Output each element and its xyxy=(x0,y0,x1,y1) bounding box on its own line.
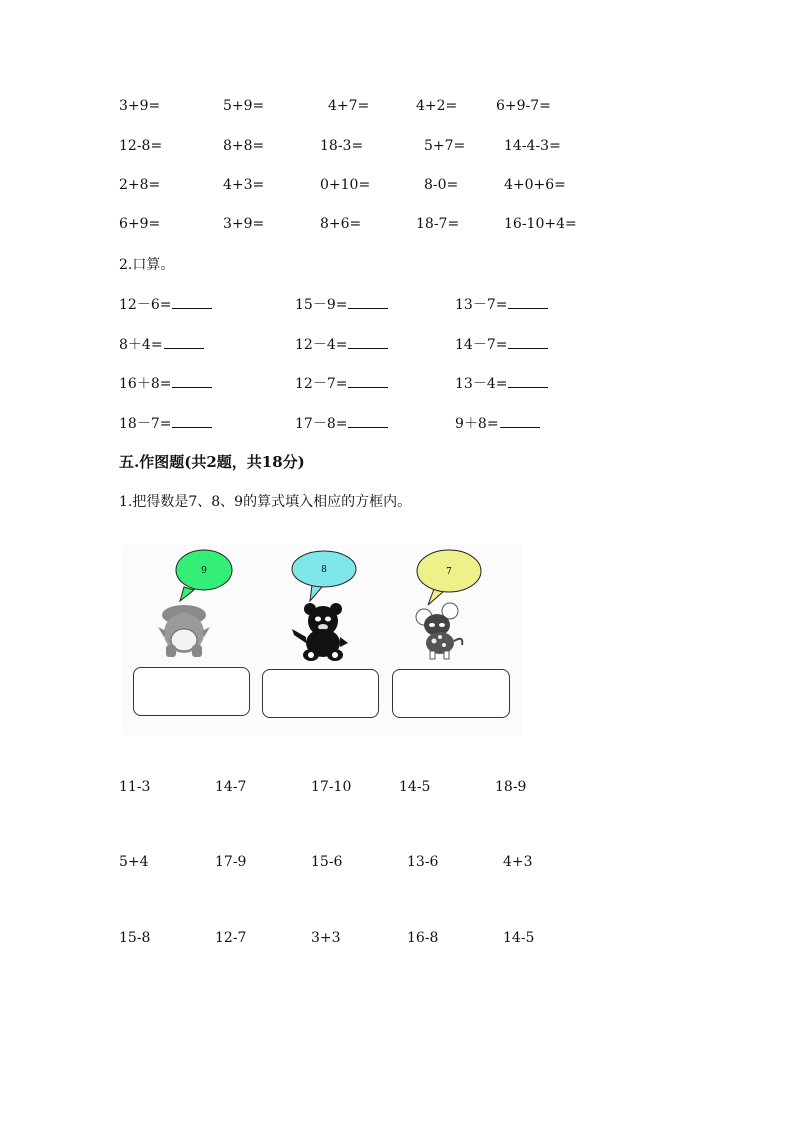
blank-problem xyxy=(295,296,388,313)
answer-blank[interactable] xyxy=(172,296,212,309)
blank-problem xyxy=(119,375,212,392)
bubble-tail xyxy=(180,587,194,601)
expression[interactable]: 14-5 xyxy=(503,930,535,946)
problem-text: 12－6= xyxy=(119,297,172,313)
blank-problem xyxy=(295,336,388,353)
problem: 8+6= xyxy=(320,216,362,232)
problem-text: 16＋8= xyxy=(119,376,172,392)
answer-box-8[interactable] xyxy=(262,669,379,718)
problem: 5+7= xyxy=(424,138,466,154)
black-bear-icon xyxy=(292,603,348,661)
answer-blank[interactable] xyxy=(508,375,548,388)
answer-blank[interactable] xyxy=(172,375,212,388)
problem: 18-3= xyxy=(320,138,364,154)
expression[interactable]: 18-9 xyxy=(495,779,527,795)
answer-blank[interactable] xyxy=(508,296,548,309)
problem: 16-10+4= xyxy=(504,216,577,232)
animals-figure xyxy=(122,545,522,735)
problem: 6+9-7= xyxy=(496,98,551,114)
spotted-mouse-icon xyxy=(416,603,462,659)
blank-problem xyxy=(119,415,212,432)
expression[interactable]: 5+4 xyxy=(119,854,149,870)
problem: 4+0+6= xyxy=(504,177,566,193)
problem: 14-4-3= xyxy=(504,138,561,154)
expression[interactable]: 15-6 xyxy=(311,854,343,870)
problem: 4+2= xyxy=(416,98,458,114)
blank-problem xyxy=(455,375,548,392)
q2-title: 2.口算。 xyxy=(119,257,175,273)
expression[interactable]: 14-7 xyxy=(215,779,247,795)
answer-blank[interactable] xyxy=(172,415,212,428)
question-text: 1.把得数是7、8、9的算式填入相应的方框内。 xyxy=(119,494,412,510)
problem: 0+10= xyxy=(320,177,371,193)
blank-problem xyxy=(455,336,548,353)
expression[interactable]: 3+3 xyxy=(311,930,341,946)
answer-blank[interactable] xyxy=(164,336,204,349)
problem-text: 12－7= xyxy=(295,376,348,392)
grey-animal-icon xyxy=(158,605,210,657)
problem-text: 17－8= xyxy=(295,416,348,432)
problem: 8+8= xyxy=(223,138,265,154)
problem-text: 18－7= xyxy=(119,416,172,432)
problem-text: 13－4= xyxy=(455,376,508,392)
expression[interactable]: 14-5 xyxy=(399,779,431,795)
problem-text: 9＋8= xyxy=(455,416,499,432)
problem: 3+9= xyxy=(119,98,161,114)
expression[interactable]: 17-10 xyxy=(311,779,352,795)
problem-text: 15－9= xyxy=(295,297,348,313)
problem: 4+7= xyxy=(328,98,370,114)
answer-blank[interactable] xyxy=(348,296,388,309)
problem: 4+3= xyxy=(223,177,265,193)
expression[interactable]: 4+3 xyxy=(503,854,533,870)
answer-blank[interactable] xyxy=(348,375,388,388)
speech-bubble-7 xyxy=(417,550,481,605)
problem: 8-0= xyxy=(424,177,459,193)
bubble-tail xyxy=(310,585,322,601)
problem: 2+8= xyxy=(119,177,161,193)
expression[interactable]: 12-7 xyxy=(215,930,247,946)
expression[interactable]: 16-8 xyxy=(407,930,439,946)
expression[interactable]: 13-6 xyxy=(407,854,439,870)
expression[interactable]: 11-3 xyxy=(119,779,151,795)
problem-text: 8＋4= xyxy=(119,337,163,353)
problem: 12-8= xyxy=(119,138,163,154)
blank-problem xyxy=(119,296,212,313)
blank-problem xyxy=(455,296,548,313)
blank-problem xyxy=(119,336,204,353)
answer-blank[interactable] xyxy=(508,336,548,349)
answer-blank[interactable] xyxy=(500,415,540,428)
section-heading: 五.作图题(共2题，共18分) xyxy=(119,453,305,471)
problem-text: 12－4= xyxy=(295,337,348,353)
answer-box-9[interactable] xyxy=(133,667,250,716)
bubble-label: 7 xyxy=(446,567,452,577)
problem: 18-7= xyxy=(416,216,460,232)
problem-text: 14－7= xyxy=(455,337,508,353)
answer-box-7[interactable] xyxy=(392,669,510,718)
answer-blank[interactable] xyxy=(348,415,388,428)
speech-bubble-8 xyxy=(292,551,356,601)
blank-problem xyxy=(455,415,540,432)
bubble-label: 8 xyxy=(321,565,327,575)
answer-blank[interactable] xyxy=(348,336,388,349)
expression[interactable]: 15-8 xyxy=(119,930,151,946)
blank-problem xyxy=(295,415,388,432)
problem: 5+9= xyxy=(223,98,265,114)
blank-problem xyxy=(295,375,388,392)
problem: 3+9= xyxy=(223,216,265,232)
bubble-label: 9 xyxy=(201,566,207,576)
problem-text: 13－7= xyxy=(455,297,508,313)
problem: 6+9= xyxy=(119,216,161,232)
expression[interactable]: 17-9 xyxy=(215,854,247,870)
speech-bubble-9 xyxy=(176,550,232,601)
